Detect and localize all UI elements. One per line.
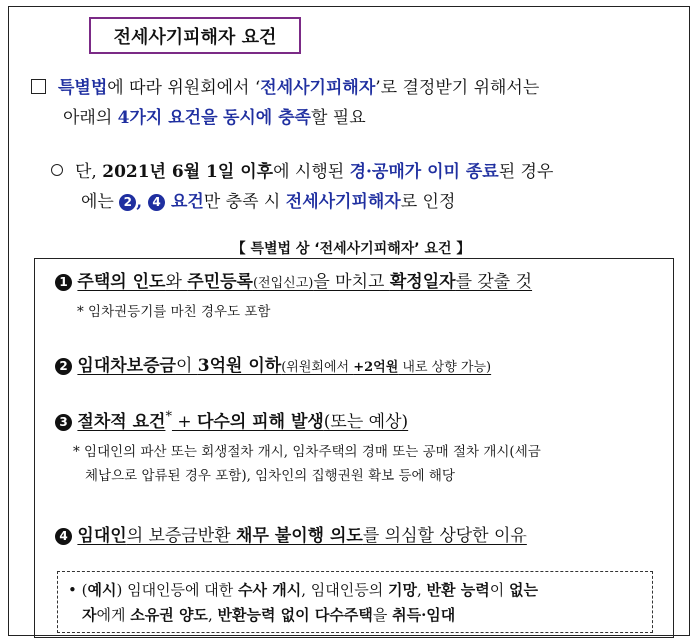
example-line-2 (68, 603, 642, 628)
req1-delivery: 주택의 인도 (77, 272, 166, 292)
example-text: 에게 (96, 606, 131, 624)
example-bold: 기망 (388, 581, 417, 599)
date-text: 2021년 6월 1일 이후 (102, 162, 274, 182)
intro-text: ’로 결정받기 위해서는 (375, 78, 540, 98)
requirement-2 (55, 351, 491, 376)
req2-deposit: 임대차보증금 (77, 356, 176, 376)
req1-note: (전입신고) (252, 276, 314, 291)
number-3-icon: 3 (55, 414, 72, 431)
requirement-4 (55, 521, 527, 546)
example-bold: 반환능력 없이 다수주택 (217, 606, 373, 624)
example-bold: 취득·임대 (392, 606, 456, 624)
req4-default-intent: 채무 불이행 의도 (236, 526, 363, 546)
number-2-icon: 2 (55, 358, 72, 375)
requirement-1-note: * 임차권등기를 마친 경우도 포함 (77, 304, 271, 320)
exception-text: 에 시행된 (273, 162, 350, 182)
example-text: , (416, 581, 427, 599)
requirement-text: 요건 (165, 192, 204, 212)
req1-registration: 주민등록 (187, 272, 253, 292)
req2-note: 내로 상향 가능) (398, 360, 492, 375)
requirements-box (34, 258, 674, 638)
req1-text: 와 (165, 272, 188, 292)
req3-note-line-2: 체납으로 압류된 경우 포함), 임차인의 집행권원 확보 등에 해당 (85, 468, 455, 484)
req3-plus: + (171, 412, 197, 432)
page-title-text: 전세사기피해자 요건 (113, 26, 277, 48)
number-2-icon: 2 (119, 194, 136, 211)
example-bold: 소유권 양도 (130, 606, 208, 624)
intro-text: 아래의 (63, 108, 118, 128)
req3-procedure: 절차적 요건 (77, 412, 166, 432)
exception-line-2 (81, 187, 455, 212)
exception-separator: , (136, 192, 149, 212)
number-1-icon: 1 (55, 274, 72, 291)
exception-text: 된 경우 (498, 162, 554, 182)
checkbox-square-icon (31, 79, 46, 94)
number-4-icon: 4 (55, 528, 72, 545)
req3-footnote-mark: * (165, 409, 172, 425)
example-line-1 (68, 578, 642, 603)
example-bold: 자 (82, 606, 97, 624)
req1-text: 를 갖출 것 (455, 272, 533, 292)
example-text: , (207, 606, 218, 624)
exception-text: 로 인정 (400, 192, 456, 212)
req2-note: (위원회에서 (281, 360, 354, 375)
example-text: • ( (68, 581, 88, 599)
victim-term: 전세사기피해자 (285, 192, 401, 212)
exception-line-1 (51, 157, 553, 182)
example-text: 을 (372, 606, 393, 624)
req4-text: 의 보증금반환 (126, 526, 237, 546)
intro-text: 에 따라 위원회에서 ‘ (107, 78, 261, 98)
example-label: 예시 (87, 581, 117, 599)
req4-landlord: 임대인 (77, 526, 127, 546)
req2-extra: +2억원 (353, 360, 399, 375)
exception-text: 만 충족 시 (203, 192, 286, 212)
auction-ended-text: 경·공매가 이미 종료 (349, 162, 499, 182)
victim-term: 전세사기피해자 (260, 78, 376, 98)
example-text: ) 임대인등에 대한 (116, 581, 239, 599)
document-frame (8, 6, 690, 636)
req1-text: 을 마치고 (313, 272, 390, 292)
requirement-3 (55, 407, 408, 432)
example-bold: 반환 능력 (426, 581, 490, 599)
four-requirements-text: 4가지 요건을 (117, 108, 218, 128)
example-text: 이 (489, 581, 509, 599)
example-box (57, 571, 653, 633)
req3-damage: 다수의 피해 발생 (197, 412, 324, 432)
req3-note: (또는 예상) (323, 412, 409, 432)
exception-text: 에는 (81, 192, 120, 212)
number-4-icon: 4 (148, 194, 165, 211)
intro-line-1 (31, 73, 539, 98)
simultaneous-text: 동시에 충족 (222, 108, 311, 128)
special-law-text: 특별법 (58, 78, 108, 98)
req2-text: 이 (175, 356, 198, 376)
intro-line-2 (63, 103, 366, 128)
req3-note-line-1: * 임대인의 파산 또는 회생절차 개시, 임차주택의 경매 또는 공매 절차 개시(세금 (73, 444, 541, 460)
req2-limit: 3억원 이하 (197, 356, 282, 376)
section-title: 【 특별법 상 ‘전세사기피해자’ 요건 】 (231, 241, 471, 257)
req4-text: 를 의심할 상당한 이유 (362, 526, 527, 546)
requirement-3-note (73, 440, 541, 488)
intro-text: 할 필요 (310, 108, 366, 128)
example-bold: 수사 개시 (238, 581, 302, 599)
req1-date: 확정일자 (389, 272, 456, 292)
requirement-1 (55, 267, 532, 292)
circle-bullet-icon (51, 164, 63, 176)
example-bold: 없는 (508, 581, 538, 599)
page-title (89, 17, 301, 54)
exception-text: 단, (75, 162, 103, 182)
example-text: , 임대인등의 (301, 581, 388, 599)
